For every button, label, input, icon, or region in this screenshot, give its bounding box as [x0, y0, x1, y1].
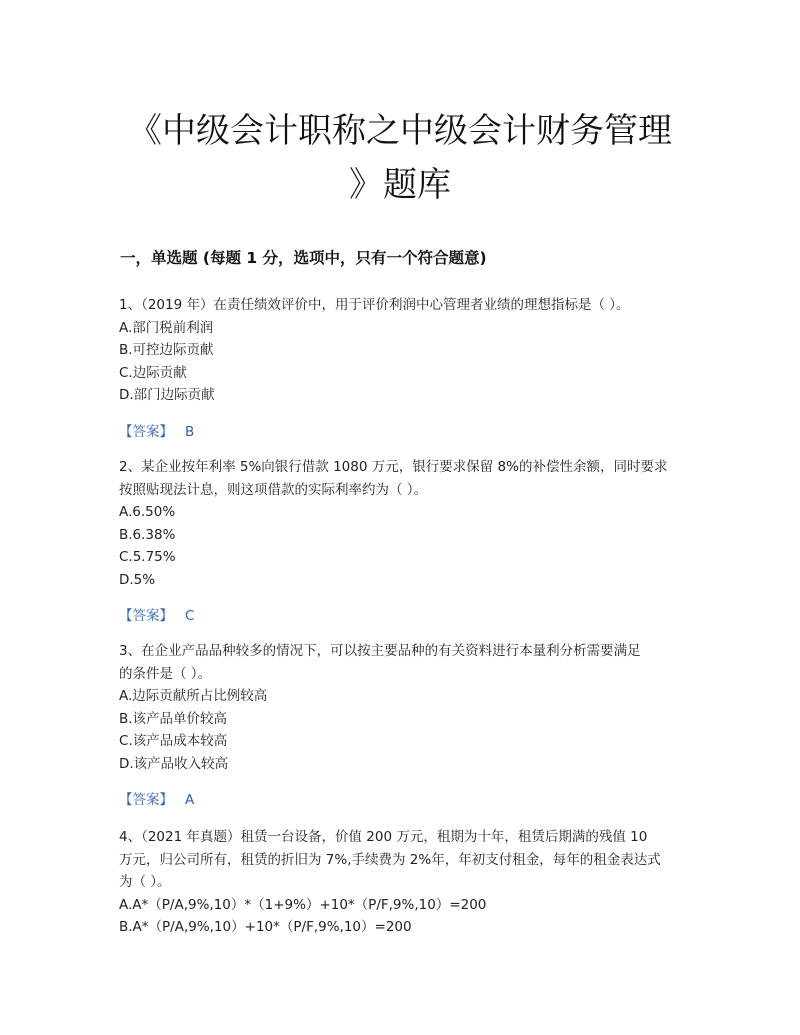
question-stem-line-2: 万元，归公司所有，租赁的折旧为 7%,手续费为 2%年，年初支付租金，每年的租金表达式 [119, 851, 661, 868]
option-b: B.该产品单价较高 [119, 710, 228, 727]
question-stem-line-1: 2、某企业按年利率 5%向银行借款 1080 万元，银行要求保留 8%的补偿性余额，同时要求 [119, 459, 668, 475]
option-a: A.边际贡献所占比例较高 [119, 688, 268, 704]
title-line-2: 》题库 [349, 165, 451, 205]
question-4 [119, 826, 685, 939]
question-stem-line-1: 3、在企业产品品种较多的情况下，可以按主要品种的有关资料进行本量利分析需要满足 [119, 643, 641, 659]
answer-value: C [185, 608, 195, 624]
question-stem-line-2: 的条件是（ ）。 [119, 665, 212, 682]
answer-value: A [185, 792, 195, 808]
option-a: A.6.50% [119, 504, 176, 520]
option-b: B.6.38% [119, 526, 176, 543]
question-1 [119, 294, 685, 443]
answer-value: B [185, 423, 195, 440]
answer-line [119, 789, 685, 811]
option-c: C.5.75% [119, 549, 176, 565]
option-c: C.该产品成本较高 [119, 733, 228, 749]
option-d: D.5% [119, 571, 156, 588]
title-line-1: 《中级会计职称之中级会计财务管理 [128, 111, 672, 151]
answer-label: 【答案】 [119, 608, 173, 624]
option-a: A.A*（P/A,9%,10）*（1+9%）+10*（P/F,9%,10）=200 [119, 896, 487, 913]
question-2 [119, 456, 685, 627]
answer-line [119, 605, 685, 627]
page-title [100, 104, 700, 212]
option-b: B.A*（P/A,9%,10）+10*（P/F,9%,10）=200 [119, 919, 412, 935]
answer-line [119, 421, 685, 443]
option-b: B.可控边际贡献 [119, 342, 214, 358]
answer-label: 【答案】 [119, 423, 173, 440]
question-stem-line-2: 按照贴现法计息，则这项借款的实际利率约为（ ）。 [119, 481, 428, 498]
option-d: D.部门边际贡献 [119, 387, 215, 403]
section-heading: 一，单选题 (每题 1 分，选项中，只有一个符合题意) [120, 249, 487, 267]
option-c: C.边际贡献 [119, 364, 187, 381]
question-stem-line-3: 为（ ）。 [119, 874, 171, 890]
question-stem: 1、（2019 年）在责任绩效评价中，用于评价利润中心管理者业绩的理想指标是（ ）。 [119, 297, 630, 313]
question-3 [119, 640, 685, 811]
option-d: D.该产品收入较高 [119, 755, 229, 772]
answer-label: 【答案】 [119, 792, 173, 808]
question-stem-line-1: 4、（2021 年真题）租赁一台设备，价值 200 万元，租期为十年，租赁后期满的残值 10 [119, 829, 648, 845]
option-a: A.部门税前利润 [119, 319, 214, 336]
